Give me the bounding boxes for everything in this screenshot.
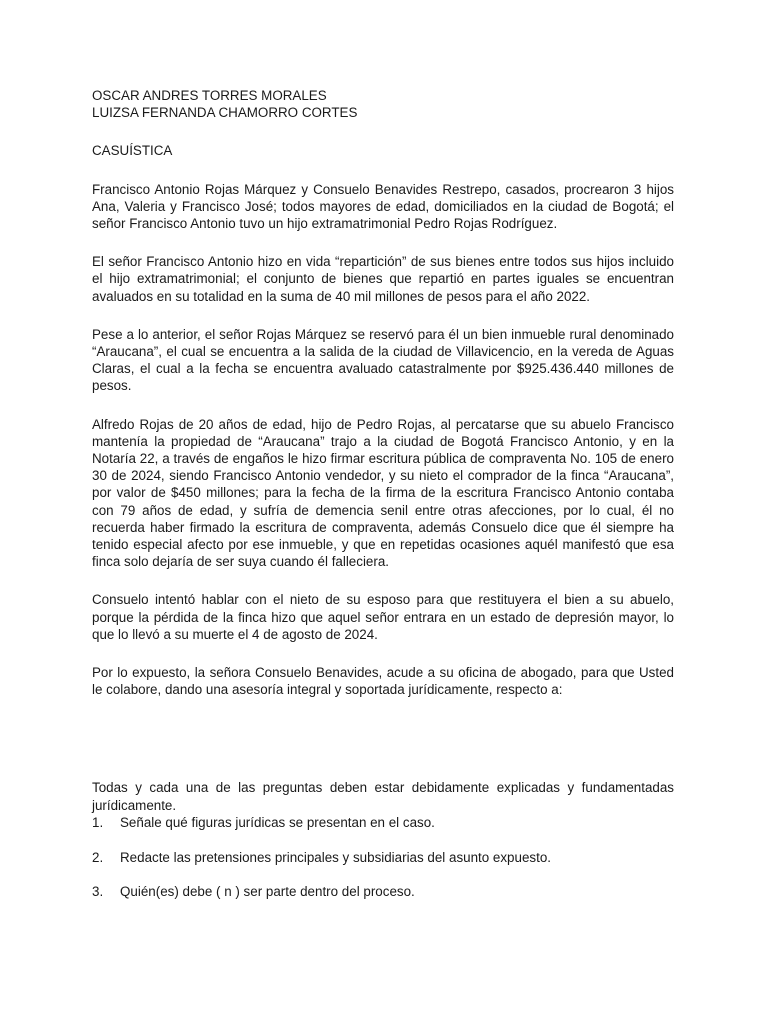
list-item bbox=[92, 814, 674, 831]
question-list bbox=[92, 814, 674, 901]
instruction-paragraph: Todas y cada una de las preguntas deben estar debidamente explicadas y fundamentadas jurídicamente. bbox=[92, 780, 674, 813]
question-number: 1. bbox=[92, 814, 104, 830]
author-name-2: LUIZSA FERNANDA CHAMORRO CORTES bbox=[92, 105, 358, 121]
question-text: Redacte las pretensiones principales y subsidiarias del asunto expuesto. bbox=[120, 849, 551, 865]
question-number: 2. bbox=[92, 849, 104, 865]
author-name-1: OSCAR ANDRES TORRES MORALES bbox=[92, 88, 327, 103]
paragraph-request: Por lo expuesto, la señora Consuelo Benavides, acude a su oficina de abogado, para que Usted le colabore, dando una asesoría integral y soportada jurídicamente, respecto a: bbox=[92, 665, 674, 698]
paragraph-sale: Alfredo Rojas de 20 años de edad, hijo de Pedro Rojas, al percatarse que su abuelo Francisco mantenía la propiedad de “Araucana” trajo a la ciudad de Bogotá Francisco Antonio, y en la Notaría 22, a través de engaños le hizo firmar escritura pública de compraventa No. 105 de enero 30 de 2024, siendo Francisco Antonio vendedor, y su nieto el comprador de la finca “Araucana”, por valor de $450 millones; para la fecha de la firma de la escritura Francisco Antonio contaba con 79 años de edad, y sufría de demencia senil entre otras afecciones, por lo cual, él no recuerda haber firmado la escritura de compraventa, además Consuelo dice que él siempre ha tenido especial afecto por ese inmueble, y que en repetidas ocasiones aquél manifestó que esa finca solo dejaría de ser suya cuando él falleciera. bbox=[92, 416, 674, 570]
question-text: Quién(es) debe ( n ) ser parte dentro del proceso. bbox=[120, 884, 415, 900]
paragraph-property: Pese a lo anterior, el señor Rojas Márquez se reservó para él un bien inmueble rural denominado “Araucana”, el cual se encuentra a la salida de la ciudad de Villavicencio, en la vereda de Aguas Claras, el cual a la fecha se encuentra avaluado catastralmente por $925.436.440 millones de pesos. bbox=[92, 326, 674, 394]
paragraph-death: Consuelo intentó hablar con el nieto de su esposo para que restituyera el bien a su abuelo, porque la pérdida de la finca hizo que aquel señor entrara en un estado de depresión mayor, lo que lo llevó a su muerte el 4 de agosto de 2024. bbox=[92, 592, 674, 642]
spacer bbox=[92, 121, 674, 142]
question-number: 3. bbox=[92, 884, 104, 900]
list-item bbox=[92, 849, 674, 866]
paragraph-distribution: El señor Francisco Antonio hizo en vida “repartición” de sus bienes entre todos sus hijos incluido el hijo extramatrimonial; el conjunto de bienes que repartió en partes iguales se encuentran avaluados en su totalidad en la suma de 40 mil millones de pesos para el año 2022. bbox=[92, 254, 674, 304]
document-page bbox=[92, 87, 674, 901]
document-title: CASUÍSTICA bbox=[92, 143, 173, 159]
question-text: Señale qué figuras jurídicas se presentan en el caso. bbox=[120, 814, 435, 830]
list-item bbox=[92, 883, 674, 900]
paragraph-family: Francisco Antonio Rojas Márquez y Consuelo Benavides Restrepo, casados, procrearon 3 hijos Ana, Valeria y Francisco José; todos mayores de edad, domiciliados en la ciudad de Bogotá; el señor Francisco Antonio tuvo un hijo extramatrimonial Pedro Rojas Rodríguez. bbox=[92, 181, 674, 232]
